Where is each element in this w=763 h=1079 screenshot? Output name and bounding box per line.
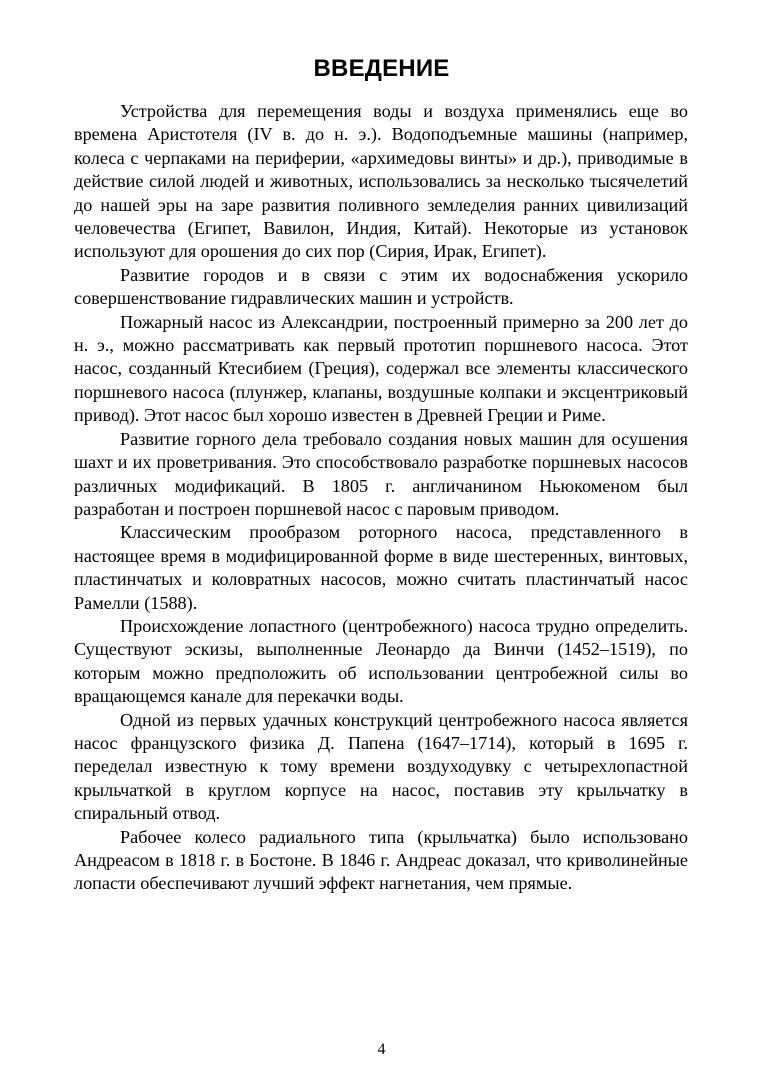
- paragraph-8: Рабочее колесо радиального типа (крыльчатка) было использовано Андреасом в 1818 г. в Бостоне. В 1846 г. Андреас доказал, что криволинейные лопасти обеспечивают лучший эффект нагнетания, чем прямые.: [74, 826, 688, 894]
- page-number: 4: [377, 1041, 386, 1058]
- page-title: ВВЕДЕНИЕ: [313, 55, 450, 82]
- body-text: [74, 100, 688, 896]
- paragraph-4: Развитие горного дела требовало создания новых машин для осушения шахт и их проветривания. Это способствовало разработке поршневых насосов различных модификаций. В 1805 г. англичанином Ньюкоменом был разработан и построен поршневой насос с паровым приводом.: [74, 428, 688, 519]
- paragraph-7: Одной из первых удачных конструкций центробежного насоса является насос французского физика Д. Папена (1647–1714), который в 1695 г. переделал известную к тому времени воздуходувку с четырехлопастной крыльчаткой в круглом корпусе на насос, поставив эту крыльчатку в спиральный отвод.: [74, 709, 688, 824]
- paragraph-2: Развитие городов и в связи с этим их водоснабжения ускорило совершенствование гидравлических машин и устройств.: [74, 264, 688, 309]
- paragraph-5: Классическим прообразом роторного насоса, представленного в настоящее время в модифицированной форме в виде шестеренных, винтовых, пластинчатых и коловратных насосов, можно считать пластинчатый насос Рамелли (1588).: [74, 522, 688, 613]
- paragraph-1: Устройства для перемещения воды и воздуха применялись еще во времена Аристотеля (IV в. до н. э.). Водоподъемные машины (например, колеса с черпаками на периферии, «архимедовы винты» и др.), приводимые в действие силой людей и животных, использовались за несколько тысячелетий до нашей эры на заре развития поливного земледелия ранних цивилизаций человечества (Египет, Вавилон, Индия, Китай). Некоторые из установок используют для орошения до сих пор (Сирия, Ирак, Египет).: [74, 101, 688, 262]
- paragraph-3: Пожарный насос из Александрии, построенный примерно за 200 лет до н. э., можно рассматривать как первый прототип поршневого насоса. Этот насос, созданный Ктесибием (Греция), содержал все элементы классического поршневого насоса (плунжер, клапаны, воздушные колпаки и эксцентриковый привод). Этот насос был хорошо известен в Древней Греции и Риме.: [74, 311, 688, 426]
- paragraph-6: Происхождение лопастного (центробежного) насоса трудно определить. Существуют эскизы, выполненные Леонардо да Винчи (1452–1519), по которым можно предположить об использовании центробежной силы во вращающемся канале для перекачки воды.: [74, 615, 688, 707]
